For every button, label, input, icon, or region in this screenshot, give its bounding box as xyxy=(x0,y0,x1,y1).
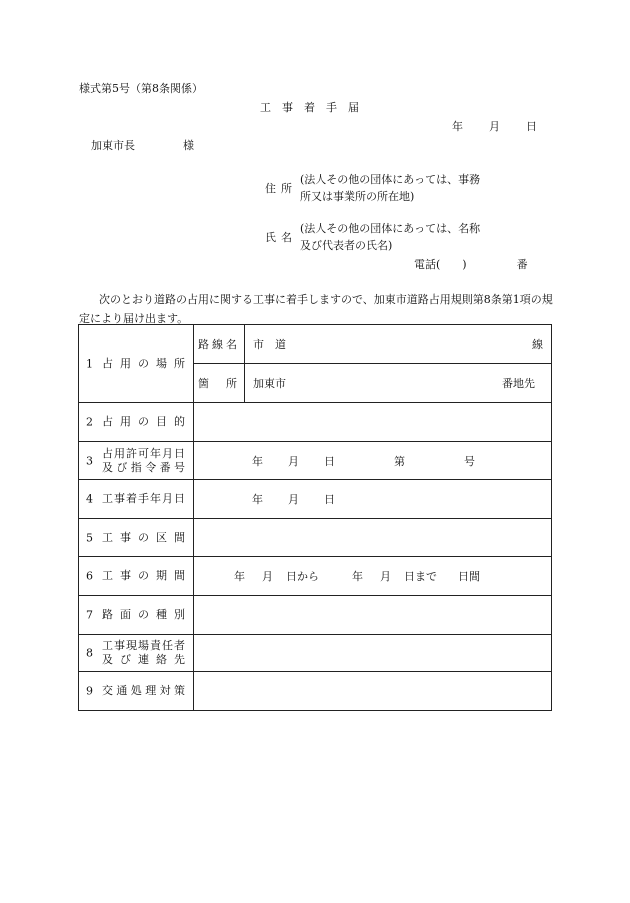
date-year: 年 xyxy=(452,120,463,133)
place-field[interactable]: 加東市 番地先 xyxy=(245,364,552,403)
notification-table xyxy=(78,324,552,711)
intro-text: 次のとおり道路の占用に関する工事に着手しますので、加東市道路占用規則第8条第1項の規定により届け出ます。 xyxy=(79,293,553,325)
date-line xyxy=(452,118,537,134)
table-row xyxy=(79,442,552,480)
start-date-field[interactable]: 年 月 日 xyxy=(194,480,552,519)
purpose-field[interactable] xyxy=(194,403,552,442)
table-row xyxy=(79,596,552,635)
table-row xyxy=(79,480,552,519)
row-label-6: 6 工事の期間 xyxy=(79,557,194,596)
row-label-4: 4 工事着手年月日 xyxy=(79,480,194,519)
table-row xyxy=(79,403,552,442)
row-label-2: 2 占用の目的 xyxy=(79,403,194,442)
row-label-7: 7 路面の種別 xyxy=(79,596,194,635)
table-row xyxy=(79,557,552,596)
phone-suffix: 番 xyxy=(516,258,528,271)
route-label: 路線名 xyxy=(194,325,245,364)
form-number: 様式第5号（第8条関係） xyxy=(79,82,203,95)
traffic-measures-field[interactable] xyxy=(194,672,552,711)
place-label: 箇 所 xyxy=(194,364,245,403)
addressee-suffix: 様 xyxy=(183,139,194,152)
addressee-name: 加東市長 xyxy=(91,139,135,152)
phone-line xyxy=(414,256,528,272)
date-day: 日 xyxy=(526,120,537,133)
section-field[interactable] xyxy=(194,519,552,557)
address-label: 住所 xyxy=(265,182,297,195)
address-note: (法人その他の団体にあっては、事務所又は事業所の所在地) xyxy=(300,173,481,203)
surface-type-field[interactable] xyxy=(194,596,552,635)
table-row xyxy=(79,635,552,672)
period-field[interactable]: 年 月 日から 年 月 日まで 日間 xyxy=(194,557,552,596)
page-title: 工事着手届 xyxy=(260,101,370,114)
table-row xyxy=(79,519,552,557)
row-label-9: 9 交通処理対策 xyxy=(79,672,194,711)
table-row xyxy=(79,672,552,711)
date-month: 月 xyxy=(489,120,500,133)
route-field[interactable]: 市 道 線 xyxy=(245,325,552,364)
row-label-5: 5 工事の区間 xyxy=(79,519,194,557)
site-manager-field[interactable] xyxy=(194,635,552,672)
phone-label: 電話( ) xyxy=(414,258,467,271)
row-label-1: 1 占用の場所 xyxy=(79,325,194,403)
addressee xyxy=(91,137,194,153)
name-note: (法人その他の団体にあっては、名称及び代表者の氏名) xyxy=(300,222,481,252)
table-row xyxy=(79,325,552,364)
row-label-8: 8 工事現場責任者 及び連絡先 xyxy=(79,635,194,672)
permit-date-field[interactable]: 年 月 日 第 号 xyxy=(194,442,552,480)
name-label: 氏名 xyxy=(265,231,297,244)
row-label-3: 3 占用許可年月日 及び指令番号 xyxy=(79,442,194,480)
